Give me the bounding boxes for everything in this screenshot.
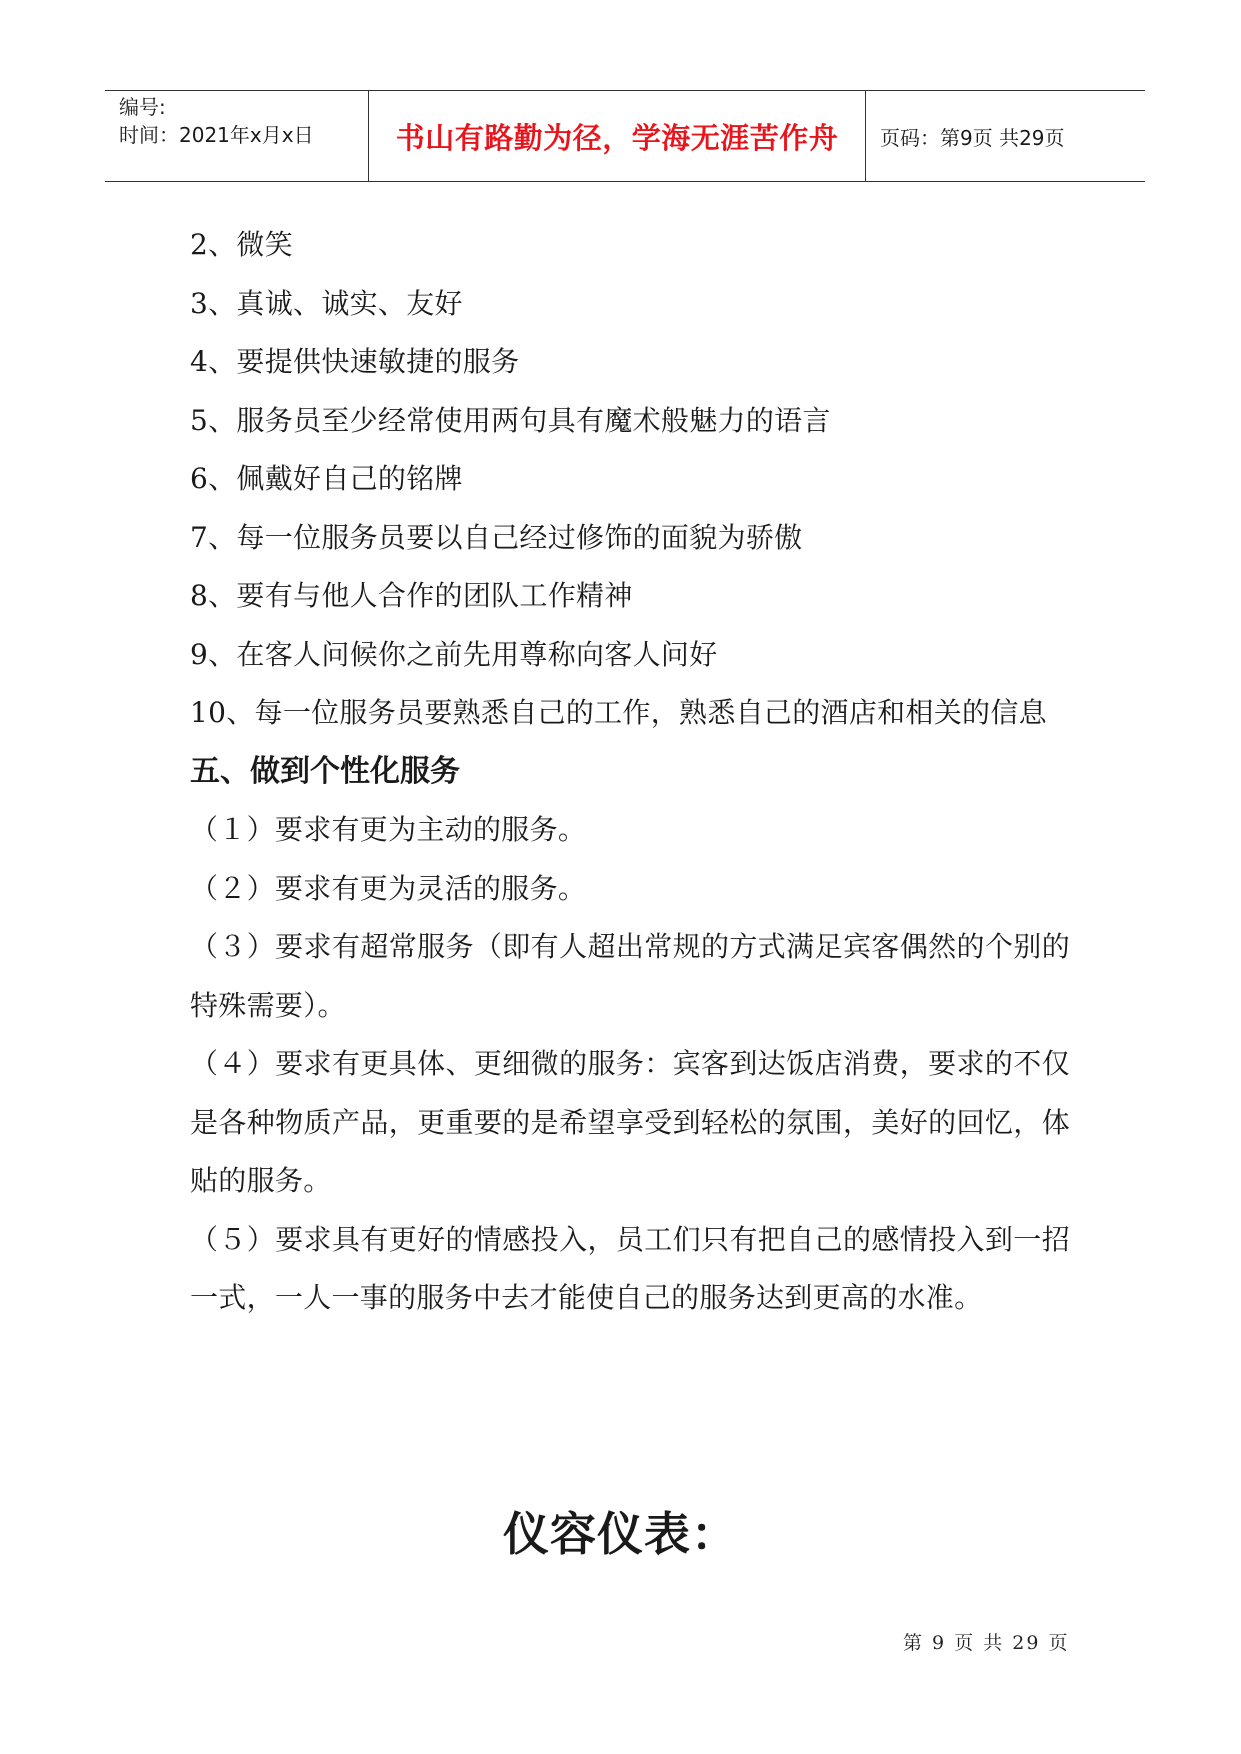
header-page-info: 页码：第9页 共29页: [880, 125, 1065, 150]
list-item: 9、在客人问候你之前先用尊称向客人问好: [190, 637, 718, 671]
personal-item-5: （５）要求具有更好的情感投入，员工们只有把自己的感情投入到一招一式，一人一事的服务中去才能使自己的服务达到更高的水准。: [190, 1222, 1070, 1314]
header-number-label: 编号:: [119, 95, 166, 119]
personal-item-1: （１）要求有更为主动的服务。: [190, 813, 587, 846]
document-body: [190, 216, 1070, 1328]
page-header: [105, 90, 1145, 182]
list-item: 2、微笑: [190, 228, 294, 261]
list-item: 4、要提供快速敏捷的服务: [190, 345, 520, 378]
list-item: 3、真诚、诚实、友好: [190, 286, 463, 320]
list-item: 8、要有与他人合作的团队工作精神: [190, 579, 633, 612]
personal-item-4: （４）要求有更具体、更细微的服务：宾客到达饭店消费，要求的不仅是各种物质产品，更重要的是希望享受到轻松的氛围，美好的回忆，体贴的服务。: [190, 1047, 1070, 1197]
header-motto: 书山有路勤为径，学海无涯苦作舟: [369, 91, 866, 181]
page-footer: 第 9 页 共 29 页: [903, 1632, 1070, 1654]
list-item: 6、佩戴好自己的铭牌: [190, 462, 463, 495]
section-heading: 五、做到个性化服务: [190, 753, 460, 789]
list-item: 5、服务员至少经常使用两句具有魔术般魅力的语言: [190, 403, 831, 437]
header-meta: [105, 91, 369, 181]
personal-item-3: （３）要求有超常服务（即有人超出常规的方式满足宾客偶然的个别的特殊需要）。: [190, 930, 1070, 1022]
header-time-label: 时间：2021年x月x日: [119, 123, 314, 147]
list-item: 7、每一位服务员要以自己经过修饰的面貌为骄傲: [190, 520, 803, 554]
list-item-10: 10、每一位服务员要熟悉自己的工作，熟悉自己的酒店和相关的信息: [190, 696, 1047, 729]
personal-item-2: （２）要求有更为灵活的服务。: [190, 871, 587, 905]
section-title-appearance: 仪容仪表：: [503, 1507, 738, 1561]
